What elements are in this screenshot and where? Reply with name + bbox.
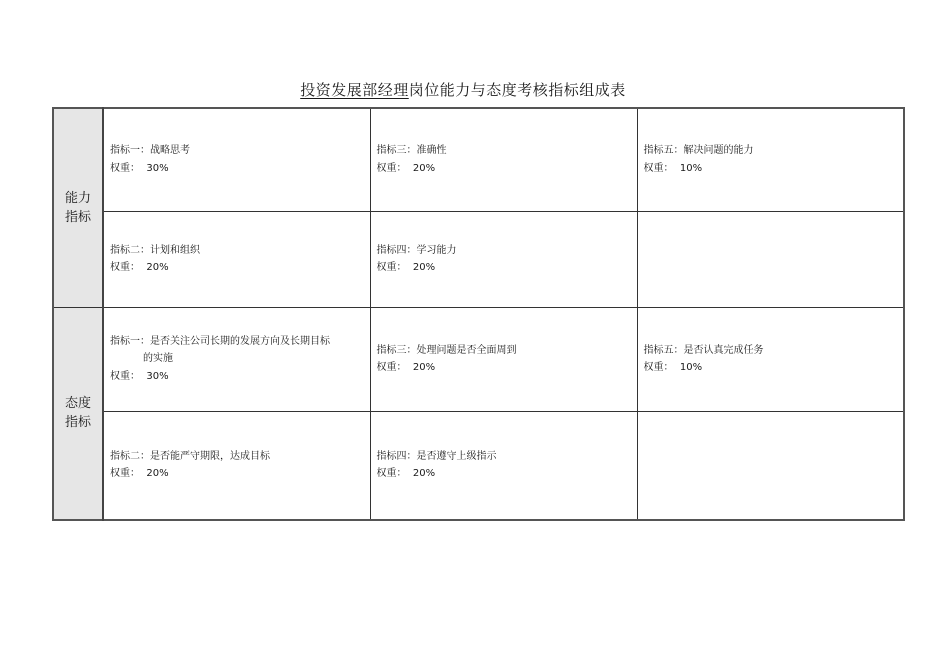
indicator-weight: 权重： 20% — [110, 468, 169, 480]
ability-row-2 — [53, 211, 904, 307]
indicator-name: 指标一：战略思考 — [110, 145, 190, 157]
category-ability-line2: 指标 — [64, 209, 91, 225]
indicator-weight: 权重： 20% — [376, 468, 436, 480]
indicator-cell — [103, 108, 370, 211]
assessment-table — [52, 107, 905, 521]
indicator-name: 指标一：是否关注公司长期的发展方向及长期目标 — [110, 335, 330, 347]
indicator-cell — [370, 211, 637, 307]
indicator-name: 指标四：学习能力 — [376, 244, 457, 256]
indicator-weight: 权重： 20% — [376, 362, 436, 373]
indicator-name: 指标三：处理问题是否全面周到 — [376, 344, 517, 356]
indicator-weight: 权重： 20% — [376, 162, 436, 174]
empty-cell — [637, 211, 904, 307]
indicator-name-continued: 的实施 — [143, 353, 173, 365]
indicator-weight: 权重： 10% — [643, 362, 703, 373]
category-attitude-line2: 指标 — [64, 415, 91, 431]
indicator-cell — [103, 307, 370, 411]
indicator-cell — [103, 211, 370, 307]
title-rest: 岗位能力与态度考核指标组成表 — [408, 81, 626, 99]
category-ability-line1: 能力 — [64, 190, 91, 206]
indicator-name: 指标三：准确性 — [376, 145, 447, 157]
category-attitude — [53, 307, 103, 520]
attitude-row-1 — [53, 307, 904, 411]
ability-row-1 — [53, 108, 904, 211]
indicator-weight: 权重： 10% — [643, 162, 703, 174]
indicator-cell — [103, 411, 370, 520]
indicator-weight: 权重： 20% — [376, 262, 436, 273]
indicator-name: 指标五：解决问题的能力 — [643, 145, 754, 157]
indicator-name: 指标五：是否认真完成任务 — [643, 344, 764, 356]
page-title — [0, 79, 926, 100]
indicator-cell — [637, 307, 904, 411]
indicator-weight: 权重： 30% — [110, 370, 169, 382]
indicator-cell — [370, 307, 637, 411]
attitude-row-2 — [53, 411, 904, 520]
indicator-cell — [370, 411, 637, 520]
indicator-cell — [637, 108, 904, 211]
indicator-cell — [370, 108, 637, 211]
empty-cell — [637, 411, 904, 520]
category-attitude-line1: 态度 — [64, 396, 91, 412]
title-underlined: 投资发展部经理 — [300, 81, 409, 99]
indicator-weight: 权重： 30% — [110, 162, 169, 174]
category-ability — [53, 108, 103, 307]
indicator-weight: 权重： 20% — [110, 262, 169, 273]
indicator-name: 指标二：是否能严守期限，达成目标 — [110, 450, 270, 462]
indicator-name: 指标四：是否遵守上级指示 — [376, 450, 497, 462]
indicator-name: 指标二：计划和组织 — [110, 244, 200, 256]
